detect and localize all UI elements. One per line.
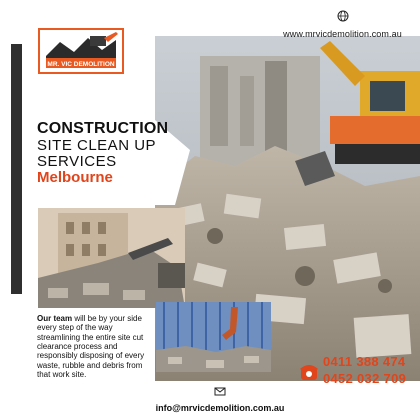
phone-icon (299, 362, 319, 382)
heading-line-3: SERVICES (37, 153, 117, 170)
heading-city: Melbourne (37, 169, 113, 186)
description-lead: Our team (37, 314, 73, 323)
email-link[interactable]: info@mrvicdemolition.com.au (155, 403, 285, 413)
demolition-photo (38, 208, 185, 308)
site-fence-photo (156, 302, 271, 372)
phone-number-1[interactable]: 0411 388 474 (323, 354, 406, 369)
website-link[interactable]: www.mrvicdemolition.com.au (283, 29, 402, 39)
phone-block (297, 354, 412, 388)
logo-text: MR. VIC DEMOLITION (47, 61, 115, 68)
description-body: will be by your side every step of the way streamlining the entire site cut clearance process and responsibly disposing of every waste, rubble and debris from that work site. (37, 314, 145, 380)
phone-number-2[interactable]: 0452 032 709 (323, 370, 407, 386)
page-heading (37, 121, 177, 185)
heading-line-2: SITE CLEAN UP (37, 137, 157, 154)
globe-icon (337, 10, 349, 22)
email-icon (214, 385, 226, 397)
heading-line-1: CONSTRUCTION (37, 120, 169, 137)
website-block (270, 10, 415, 42)
brand-logo (38, 28, 124, 74)
description-text (37, 314, 155, 380)
email-block (150, 385, 290, 416)
left-accent-bar (11, 44, 22, 294)
